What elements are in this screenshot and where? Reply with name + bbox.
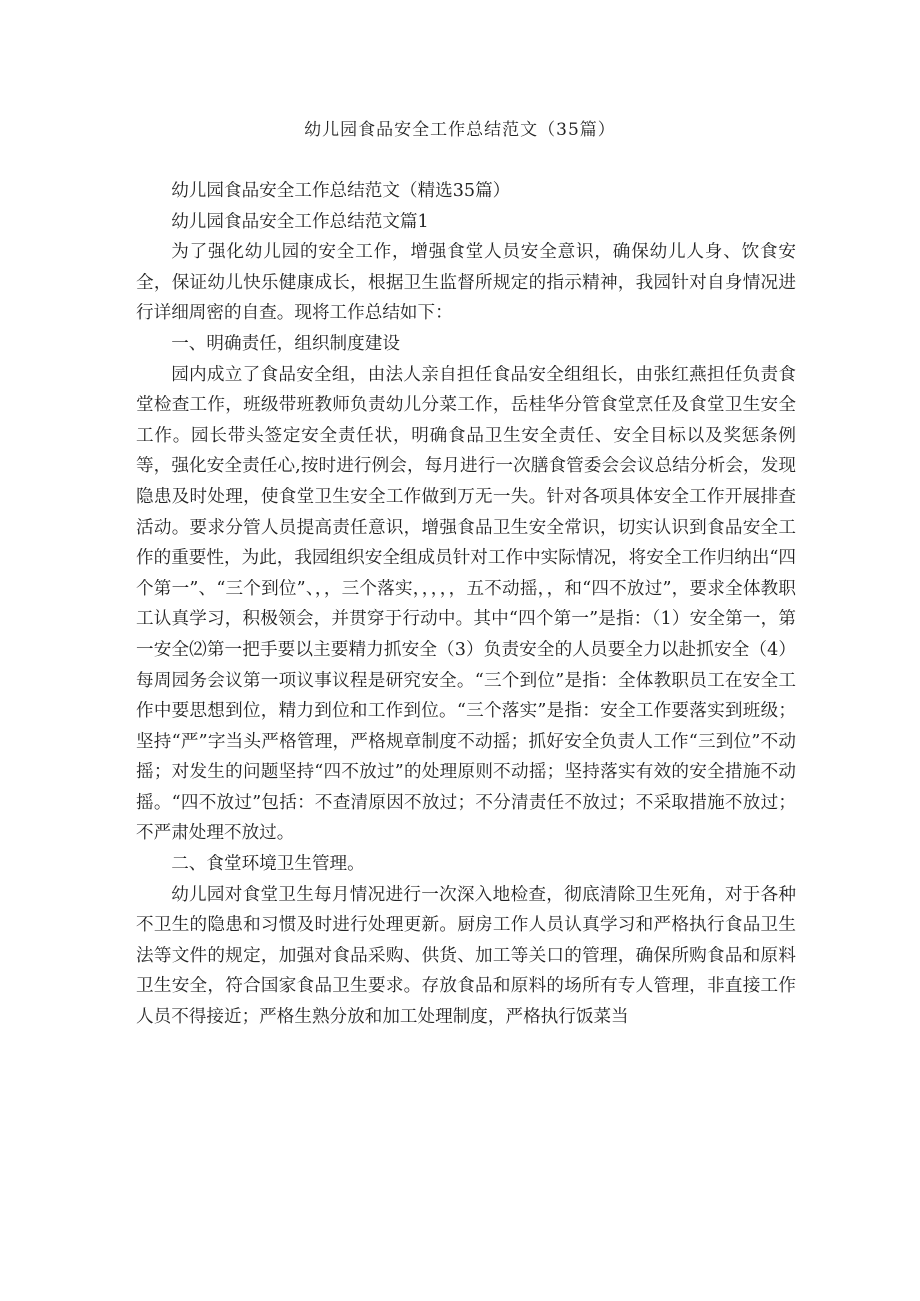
document-title: 幼儿园食品安全工作总结范文（35篇） (304, 120, 616, 140)
subtitle-paragraph: 幼儿园食品安全工作总结范文（精选35篇） (171, 181, 511, 201)
section-heading-responsibility: 一、明确责任，组织制度建设 (171, 333, 400, 354)
intro-paragraph: 为了强化幼儿园的安全工作，增强食堂人员安全意识，确保幼儿人身、饮食安全，保证幼儿快乐健康成长，根据卫生监督所规定的指示精神，我园针对自身情况进行详细周密的自查。现将工作总结如下： (136, 242, 796, 324)
responsibility-paragraph: 园内成立了食品安全组，由法人亲自担任食品安全组组长，由张红燕担任负责食堂检查工作，班级带班教师负责幼儿分菜工作，岳桂华分管食堂烹任及食堂卫生安全工作。园长带头签定安全责任状，明确食品卫生安全责任、安全目标以及奖惩条例等，强化安全责任心,按时进行例会，每月进行一次膳食管委会会议总结分析会，发现隐患及时处理，使食堂卫生安全工作做到万无一失。针对各项具体安全工作开展排查活动。要求分管人员提高责任意识，增强食品卫生安全常识，切实认识到食品安全工作的重要性，为此，我园组织安全组成员针对工作中实际情况，将安全工作归纳出“四个第一”、“三个到位”、，，三个落实，，，，，五不动摇，，和“四不放过”，要求全体教职工认真学习，积极领会，并贯穿于行动中。其中“四个第一”是指：（1）安全第一，第一安全⑵第一把手要以主要精力抓安全（3）负责安全的人员要全力以赴抓安全（4）每周园务会议第一项议事议程是研究安全。“三个到位”是指：全体教职员工在安全工作中要思想到位，精力到位和工作到位。“三个落实”是指：安全工作要落实到班级；坚持“严”字当头严格管理，严格规章制度不动摇；抓好安全负责人工作“三到位”不动摇；对发生的问题坚持“四不放过”的处理原则不动摇；坚持落实有效的安全措施不动摇。“四不放过”包括：不查清原因不放过；不分清责任不放过；不采取措施不放过；不严肃处理不放过。 (136, 364, 796, 844)
hygiene-paragraph: 幼儿园对食堂卫生每月情况进行一次深入地检查，彻底清除卫生死角，对于各种不卫生的隐患和习惯及时进行处理更新。厨房工作人员认真学习和严格执行食品卫生法等文件的规定，加强对食品采购、供货、加工等关口的管理，确保所购食品和原料卫生安全，符合国家食品卫生要求。存放食品和原料的场所有专人管理，非直接工作人员不得接近；严格生熟分放和加工处理制度，严格执行饭菜当 (136, 884, 796, 1028)
section-heading-article-1: 幼儿园食品安全工作总结范文篇1 (171, 211, 429, 232)
document-body (136, 176, 796, 1033)
section-heading-hygiene: 二、食堂环境卫生管理。 (171, 854, 365, 875)
